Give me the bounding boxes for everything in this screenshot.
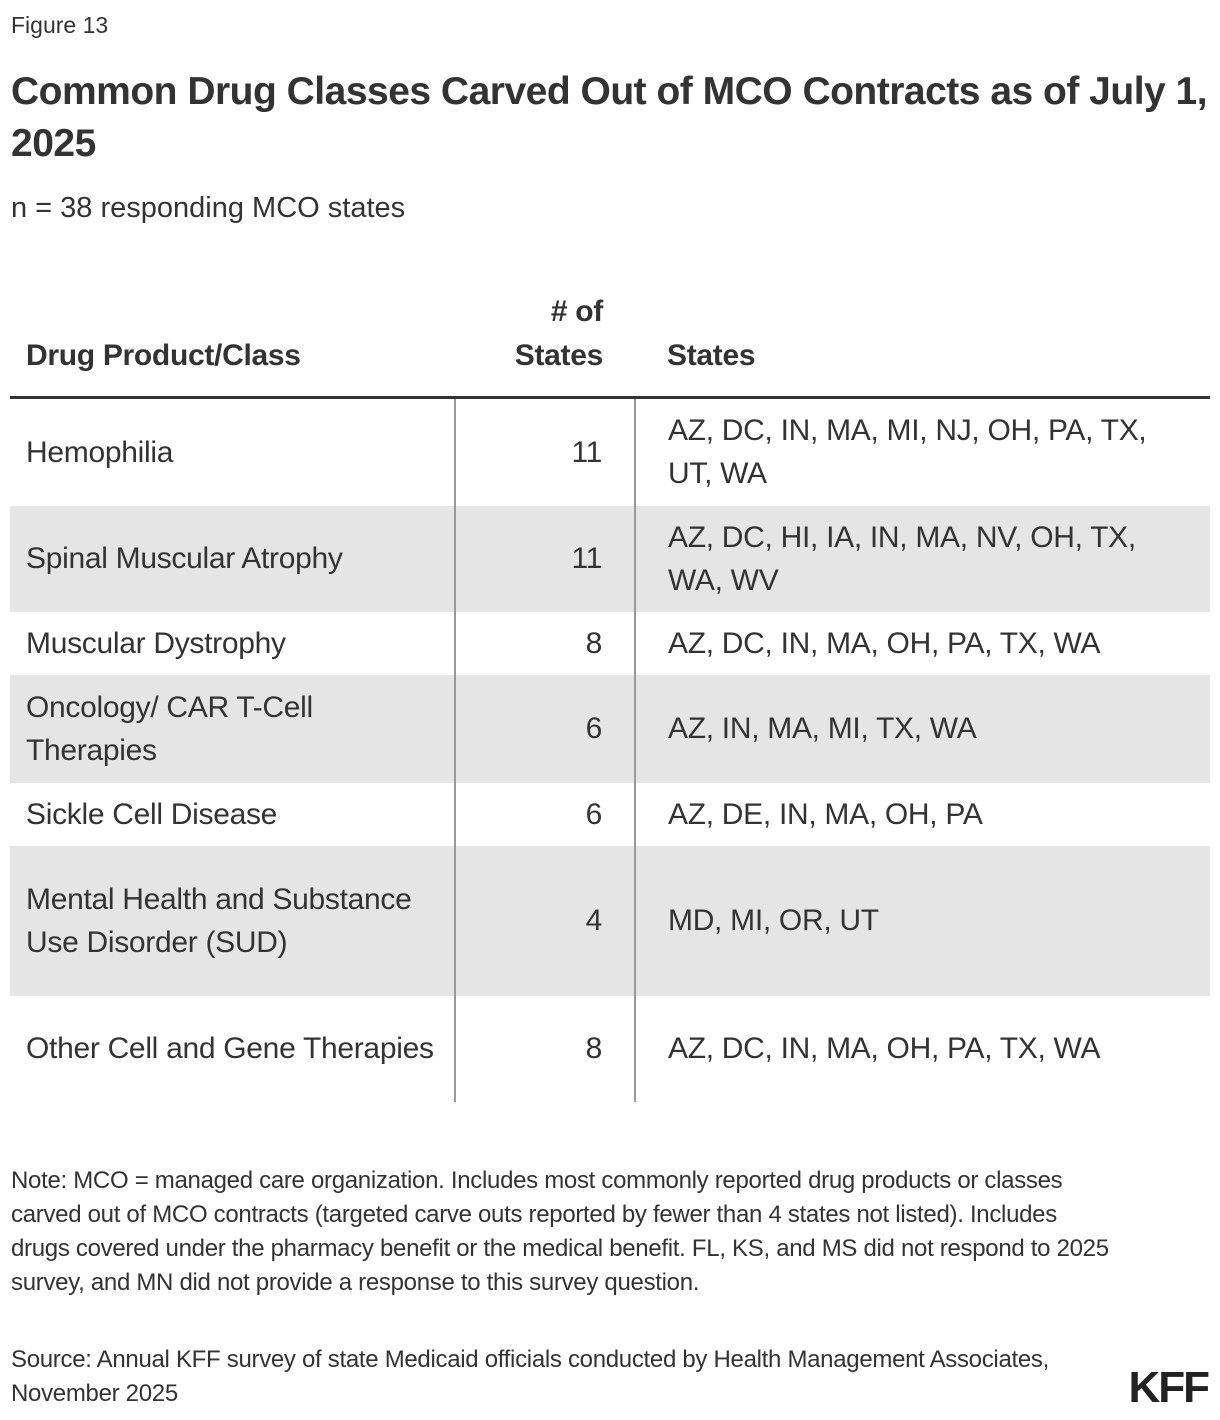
states-cell: AZ, DC, IN, MA, OH, PA, TX, WA — [668, 626, 1101, 660]
chart-source: Source: Annual KFF survey of state Medicaid officials conducted by Health Management Associates, November 2025 — [11, 1346, 1049, 1407]
states-cell: AZ, IN, MA, MI, TX, WA — [635, 675, 1210, 783]
states-cell: AZ, DC, IN, MA, OH, PA, TX, WA — [668, 1032, 1101, 1065]
chart-title: Common Drug Classes Carved Out of MCO Contracts as of July 1, 2025 — [11, 70, 1208, 165]
state-count-cell: 6 — [455, 675, 635, 783]
states-cell: AZ, DC, IN, MA, MI, NJ, OH, PA, TX, UT, WA — [668, 414, 1147, 491]
drug-class-cell: Other Cell and Gene Therapies — [26, 1032, 434, 1065]
chart-note: Note: MCO = managed care organization. Includes most commonly reported drug products or classes carved out of MCO contracts (targeted carve outs reported by fewer than 4 states not listed). Includes drugs covered under the pharmacy benefit or the medical benefit. FL, KS, and MS did not respond to 2025 survey, and MN did not provide a response to this survey question. — [11, 1167, 1109, 1296]
kff-logo: KFF — [1128, 1363, 1208, 1412]
table-row — [10, 675, 1210, 783]
header-number-of-states — [455, 290, 635, 398]
drug-class-cell: Spinal Muscular Atrophy — [10, 506, 455, 612]
table-row — [10, 846, 1210, 996]
drug-carve-out-table — [10, 290, 1210, 1102]
drug-class-cell: Sickle Cell Disease — [26, 797, 278, 831]
table-row — [10, 783, 1210, 846]
state-count-cell: 11 — [455, 506, 635, 612]
states-cell: AZ, DC, HI, IA, IN, MA, NV, OH, TX, WA, WV — [635, 506, 1210, 612]
drug-class-cell: Muscular Dystrophy — [26, 626, 286, 660]
state-count-cell: 8 — [455, 612, 635, 675]
table-row — [10, 398, 1210, 506]
header-count-line2: States — [514, 339, 603, 372]
header-states: States — [635, 290, 1210, 398]
header-drug-class: Drug Product/Class — [10, 290, 455, 398]
table-row — [10, 506, 1210, 612]
table-row — [10, 612, 1210, 675]
header-count-line1: # of — [550, 295, 603, 328]
drug-class-cell: Oncology/ CAR T-Cell Therapies — [10, 675, 455, 783]
state-count-cell: 4 — [455, 846, 635, 996]
states-cell: AZ, DE, IN, MA, OH, PA — [668, 797, 983, 831]
table-header-row — [10, 290, 1210, 398]
state-count-cell: 8 — [455, 996, 635, 1102]
figure-label: Figure 13 — [11, 12, 109, 38]
table-row — [10, 996, 1210, 1102]
drug-class-cell: Hemophilia — [26, 435, 174, 469]
chart-subtitle: n = 38 responding MCO states — [11, 192, 406, 224]
states-cell: MD, MI, OR, UT — [635, 846, 1210, 996]
state-count-cell: 6 — [455, 783, 635, 846]
state-count-cell: 11 — [455, 398, 635, 506]
drug-class-cell: Mental Health and Substance Use Disorder (SUD) — [10, 846, 455, 996]
